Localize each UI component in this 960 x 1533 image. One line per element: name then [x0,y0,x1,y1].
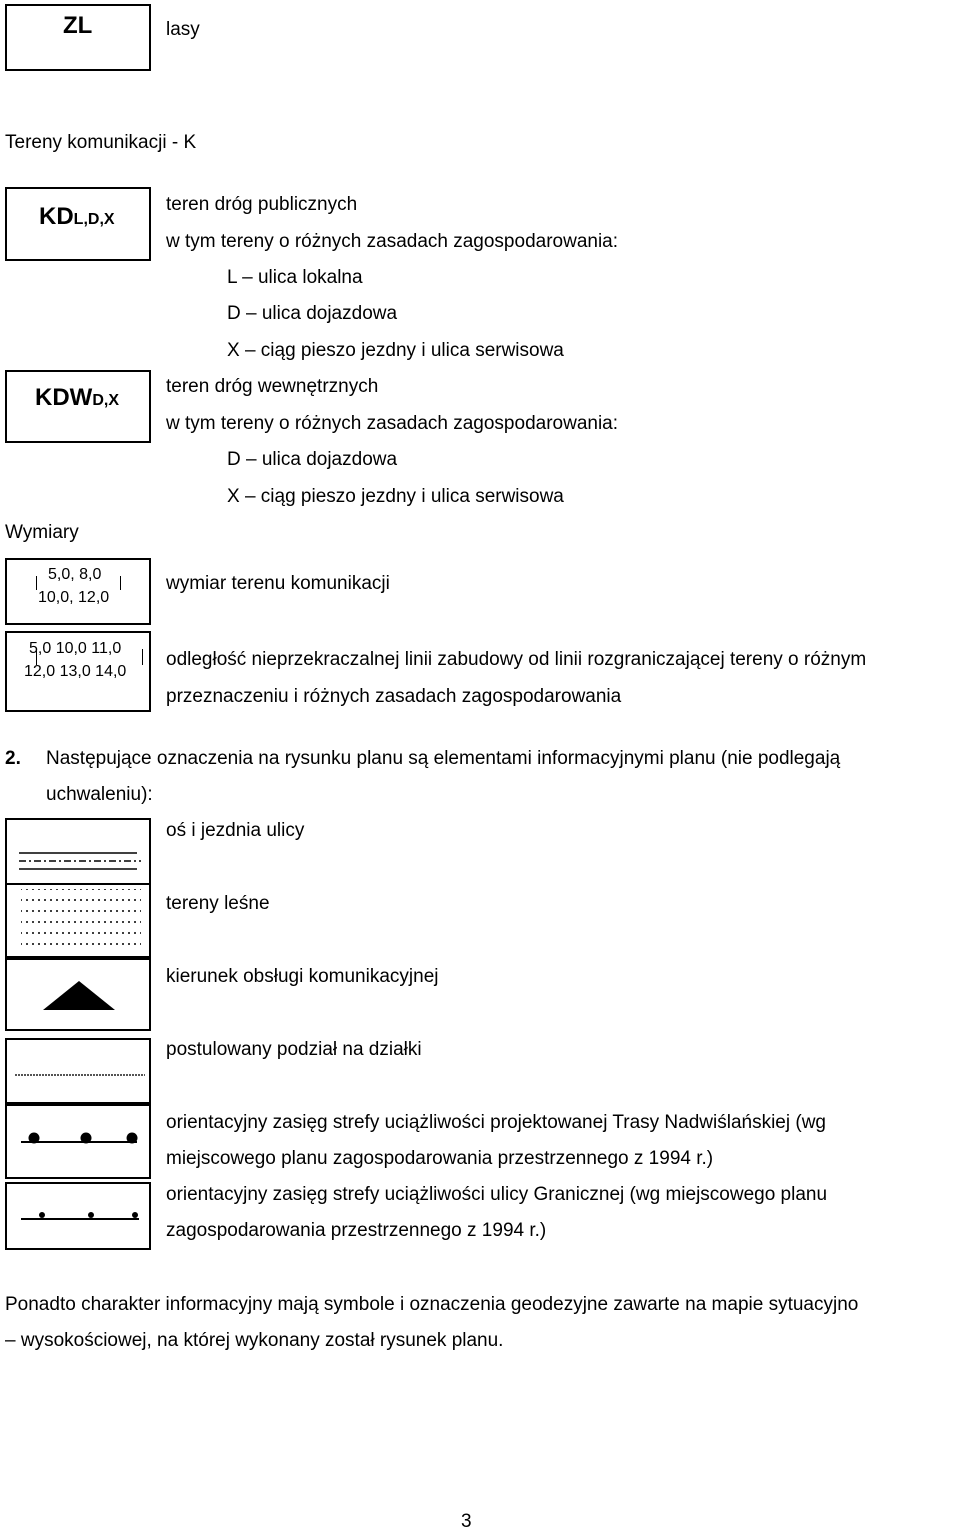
road-axis-icon [7,820,149,883]
dashed-line-symbol-box [5,1038,151,1104]
width-value-line-2: 10,0, 12,0 [38,589,110,606]
big-dot-line-label-line-2: miejscowego planu zagospodarowania przestrzennego z 1994 r.) [166,1148,714,1169]
distance-label-line-1: odległość nieprzekraczalnej linii zabudowy od linii rozgraniczającej tereny o różnym [166,649,867,670]
footer-text-line-1: Ponadto charakter informacyjny mają symbole i oznaczenia geodezyjne zawarte na mapie sytuacyjno [5,1294,859,1315]
kdw-line-2: w tym tereny o różnych zasadach zagospodarowania: [166,413,619,434]
kdw-code-sub: D,X [92,392,119,409]
road-axis-symbol-box [5,818,151,885]
width-tick-left [36,576,37,590]
big-dot-line-label-line-1: orientacyjny zasięg strefy uciążliwości projektowanej Trasy Nadwiślańskiej (wg [166,1112,826,1133]
kdw-line-4: X – ciąg pieszo jezdny i ulica serwisowa [227,486,564,507]
small-dot-line-icon [7,1184,149,1248]
kd-line-1: teren dróg publicznych [166,194,358,215]
distance-label-line-2: przeznaczeniu i różnych zasadach zagospodarowania [166,686,622,707]
big-dot-line-icon [7,1106,149,1177]
triangle-icon [7,960,149,1029]
page-number: 3 [461,1511,472,1532]
kd-line-2: w tym tereny o różnych zasadach zagospodarowania: [166,231,619,252]
kd-line-4: D – ulica dojazdowa [227,303,398,324]
road-axis-label: oś i jezdnia ulicy [166,820,305,841]
distance-value-line-2: 12,0 13,0 14,0 [24,663,127,680]
section-2-number: 2. [5,748,21,769]
kdw-line-3: D – ulica dojazdowa [227,449,398,470]
kd-line-5: X – ciąg pieszo jezdny i ulica serwisowa [227,340,564,361]
small-dot-line-label-line-2: zagospodarowania przestrzennego z 1994 r.) [166,1220,547,1241]
section-2-text-line-1: Następujące oznaczenia na rysunku planu są elementami informacyjnymi planu (nie podlegają [46,748,841,769]
distance-value-line-1: 5,0 10,0 11,0 [29,640,122,657]
kdw-line-1: teren dróg wewnętrznych [166,376,379,397]
kd-symbol-box [5,187,151,261]
small-dot-line-symbol-box [5,1182,151,1250]
kd-code [39,203,115,231]
zl-code: ZL [63,12,93,39]
width-tick-right [120,576,121,590]
width-symbol-box [5,558,151,625]
dashed-line-label: postulowany podział na działki [166,1039,422,1060]
zl-label: lasy [166,19,200,40]
footer-text-line-2: – wysokościowej, na której wykonany został rysunek planu. [5,1330,504,1351]
dashed-line-icon [7,1040,149,1102]
width-value-line-1: 5,0, 8,0 [48,566,102,583]
small-dot-line-label-line-1: orientacyjny zasięg strefy uciążliwości ulicy Granicznej (wg miejscowego planu [166,1184,828,1205]
forest-symbol-box [5,883,151,958]
width-label: wymiar terenu komunikacji [166,573,390,594]
triangle-label: kierunek obsługi komunikacyjnej [166,966,439,987]
kdw-code-main: KDW [35,384,93,411]
section-2-text-line-2: uchwaleniu): [46,784,153,805]
big-dot-line-symbol-box [5,1104,151,1179]
triangle-symbol-box [5,958,151,1031]
kd-code-main: KD [39,203,74,230]
zl-symbol-box [5,4,151,71]
kd-code-sub: L,D,X [73,211,115,228]
forest-label: tereny leśne [166,893,270,914]
kdw-code [35,384,119,412]
forest-dots-icon [7,885,149,956]
distance-symbol-box [5,631,151,712]
distance-tick-right [142,649,143,665]
komunikacja-heading: Tereny komunikacji - K [5,132,197,153]
kd-line-3: L – ulica lokalna [227,267,363,288]
wymiary-heading: Wymiary [5,522,79,543]
kdw-symbol-box [5,370,151,443]
